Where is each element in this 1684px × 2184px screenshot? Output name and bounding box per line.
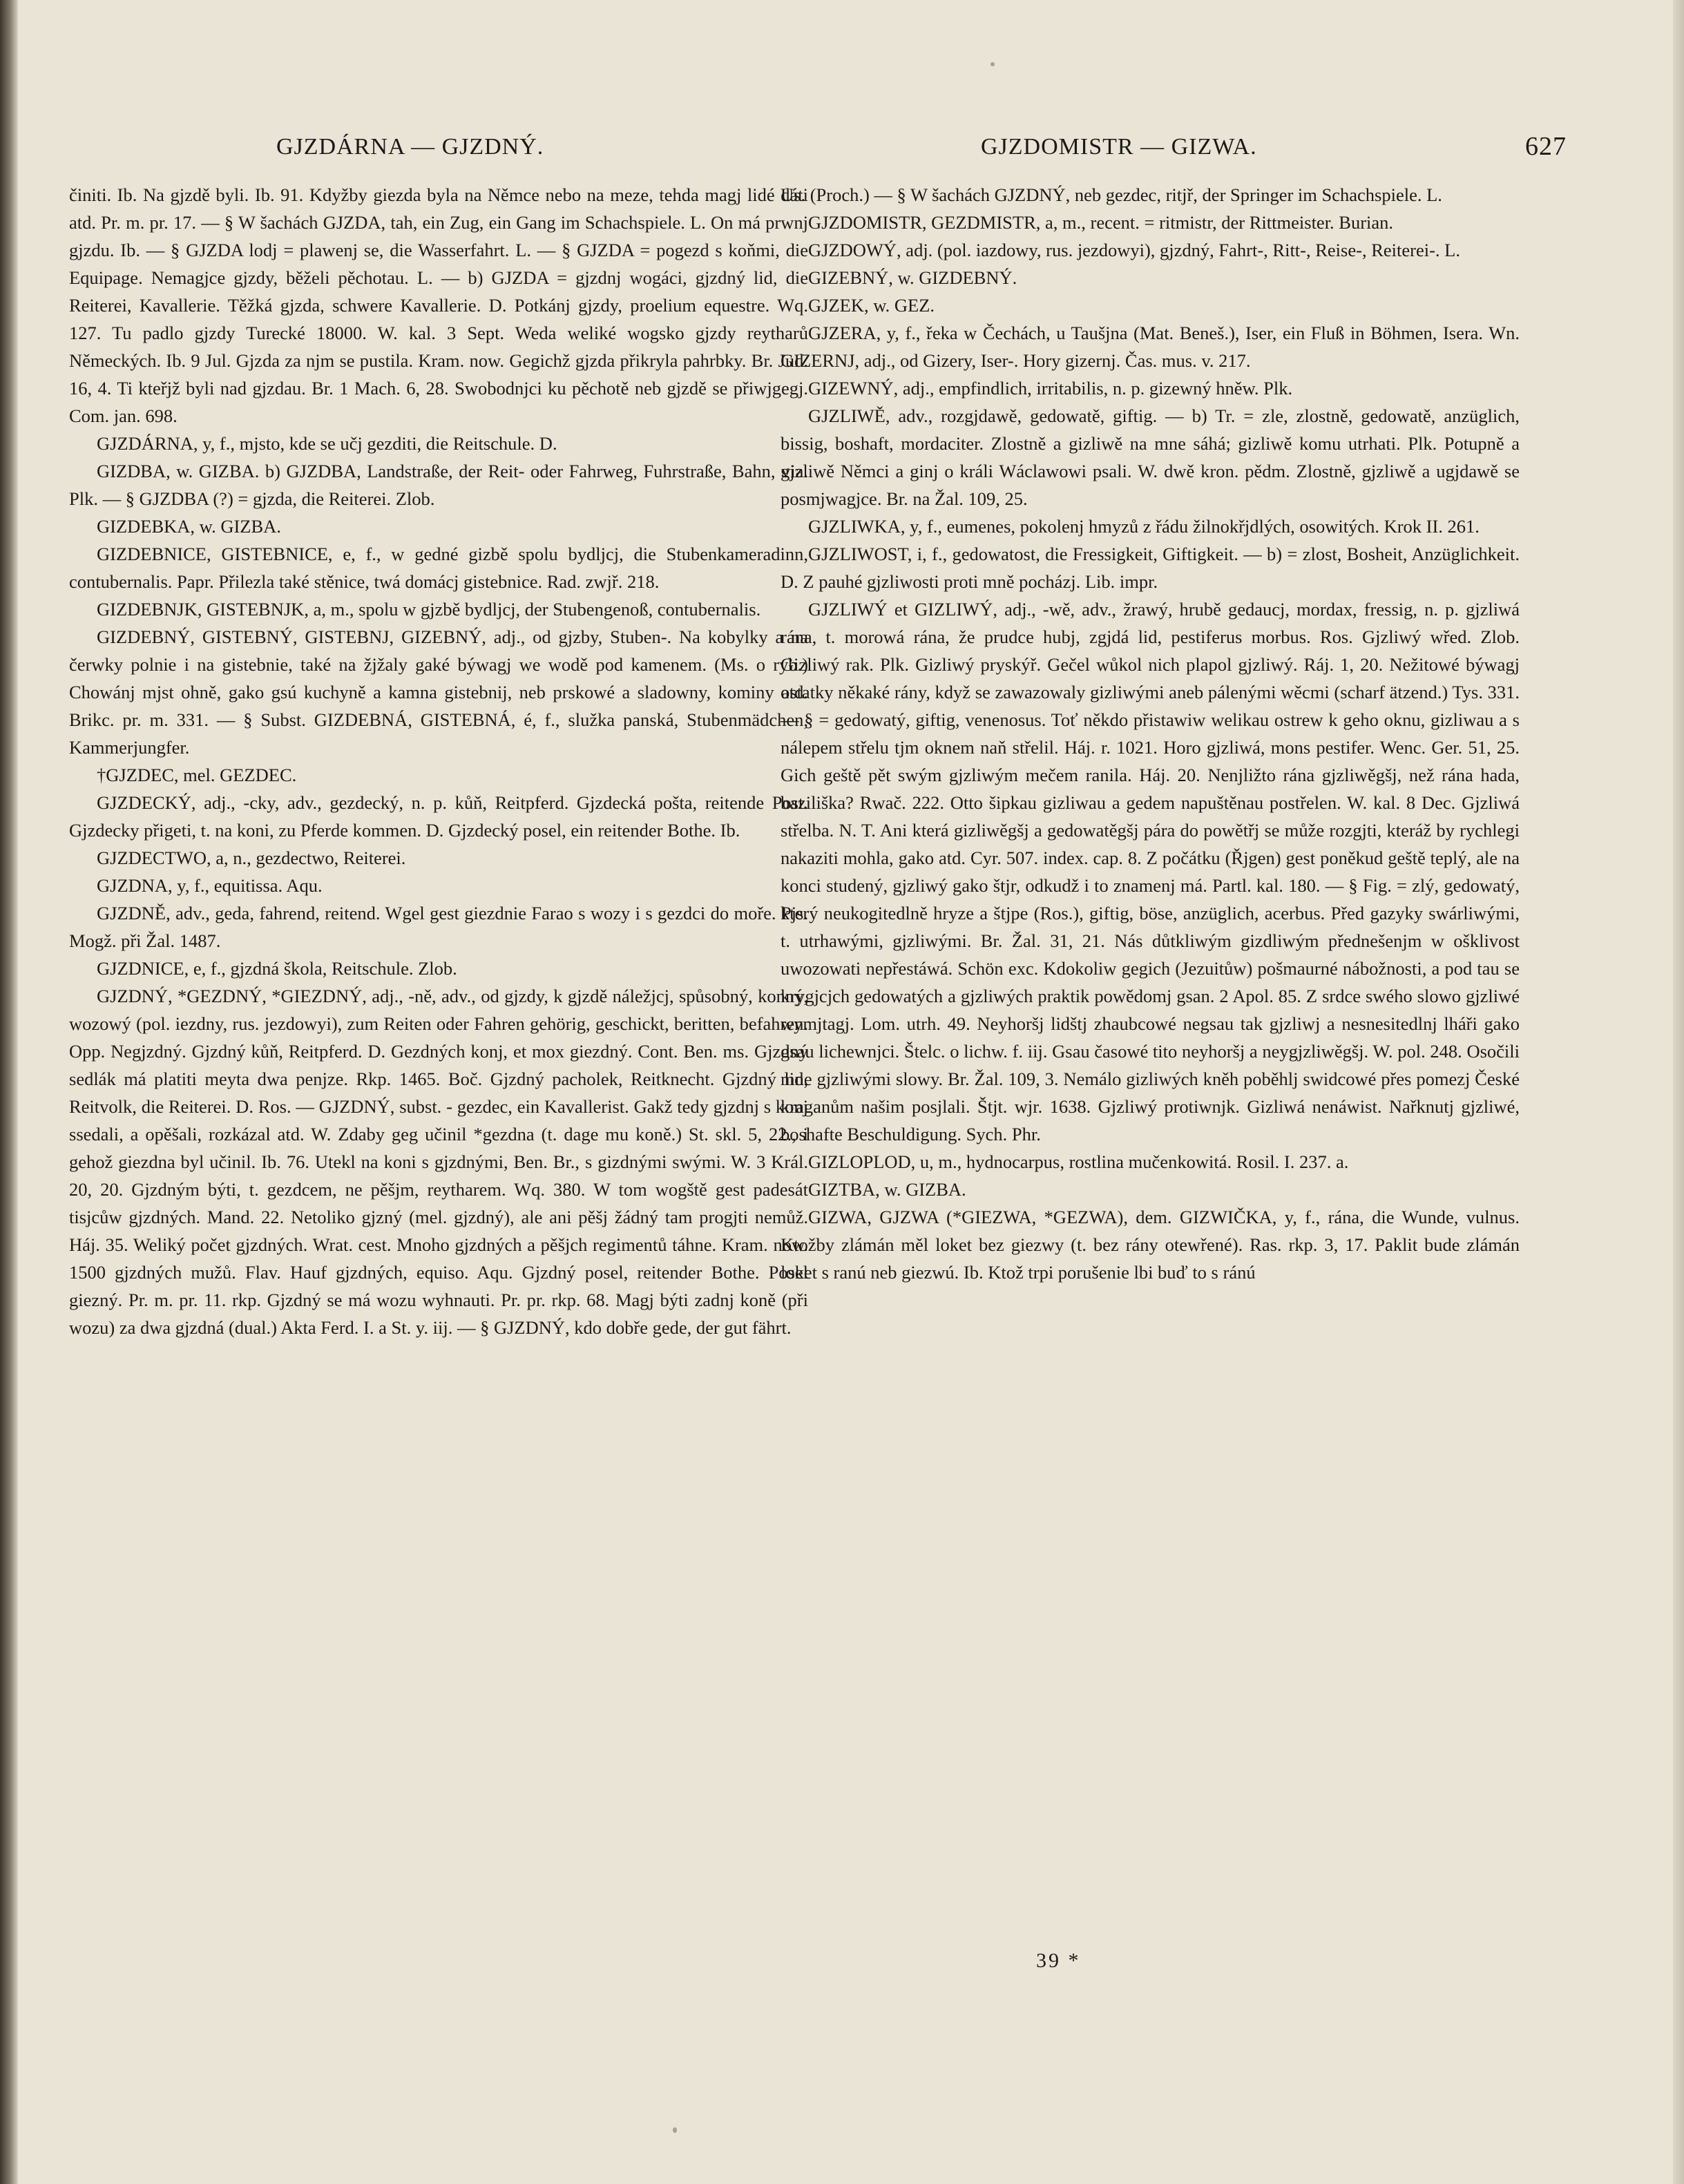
entry-gjzliwost: GJZLIWOST, i, f., gedowatost, die Fressigkeit, Giftigkeit. — b) = zlost, Bosheit, Anzüglichkeit. D. Z pauhé gjzliwosti proti mně pocházj. Lib. impr. — [781, 544, 1520, 592]
entry-gjzdnice: GJZDNICE, e, f., gjzdná škola, Reitschule. Zlob. — [97, 958, 457, 979]
entry-gizloplod: GIZLOPLOD, u, m., hydnocarpus, rostlina mučenkowitá. Rosil. I. 237. a. — [808, 1151, 1349, 1172]
entry-gizdba: GIZDBA, w. GIZBA. b) GJZDBA, Landstraße, der Reit- oder Fahrweg, Fuhrstraße, Bahn, via. Plk. — § GJZDBA (?) = gjzda, die Reiterei. Zlob. — [69, 461, 808, 509]
page-number: 627 — [1525, 132, 1567, 161]
entry-gjzdec: †GJZDEC, mel. GEZDEC. — [97, 765, 297, 785]
entry-gjzdarna: GJZDÁRNA, y, f., mjsto, kde se učj gezditi, die Reitschule. D. — [97, 433, 557, 454]
right-column — [781, 181, 1520, 1286]
entry-gizwa: GIZWA, GJZWA (*GIEZWA, *GEZWA), dem. GIZWIČKA, y, f., rána, die Wunde, vulnus. Ktožby zlámán měl loket bez giezwy (t. bez rány otewřené). Ras. rkp. 3, 17. Paklit bude zlámán loket s ranú neb giezwú. Ib. Ktož trpi porušenie lbi buď to s ránú — [781, 1207, 1520, 1283]
entry-gjzdowy: GJZDOWÝ, adj. (pol. iazdowy, rus. jezdowyi), gjzdný, Fahrt-, Ritt-, Reise-, Reiterei-. L. — [808, 240, 1460, 260]
entry-gjzek: GJZEK, w. GEZ. — [808, 295, 935, 316]
entry-continuation: činiti. Ib. Na gjzdě byli. Ib. 91. Kdyžby giezda byla na Němce nebo na meze, tehda magj lidé dáti atd. Pr. m. pr. 17. — § W šachách GJZDA, tah, ein Zug, ein Gang im Schachspiele. L. On má prwnj gjzdu. Ib. — § GJZDA lodj = plawenj se, die Wasserfahrt. L. — § GJZDA = pogezd s koňmi, die Equipage. Nemagjce gjzdy, běželi pěchotau. L. — b) GJZDA = gjzdnj wogáci, gjzdný lid, die Reiterei, Kavallerie. Těžká gjzda, schwere Kavallerie. D. Potkánj gjzdy, proelium equestre. Wq. 127. Tu padlo gjzdy Turecké 18000. W. kal. 3 Sept. Weda weliké wogsko gjzdy reytharů Německých. Ib. 9 Jul. Gjzda za njm se pustila. Kram. now. Gegichž gjzda přikryla pahrbky. Br. Jud. 16, 4. Ti kteřjž byli nad gjzdau. Br. 1 Mach. 6, 28. Swobodnjci ku pěchotě neb gjzdě se přiwjgegj. Com. jan. 698. — [69, 184, 808, 426]
entry-gjzliwe: GJZLIWĚ, adv., rozgjdawě, gedowatě, giftig. — b) Tr. = zle, zlostně, gedowatě, anzüglich, bissig, boshaft, mordaciter. Zlostně a gizliwě na mne sáhá; gizliwě komu utrhati. Plk. Potupně a gjzliwě Němci a ginj o králi Wáclawowi psali. W. dwě kron. pědm. Zlostně, gjzliwě a ugjdawě se posmjwagjce. Br. na Žal. 109, 25. — [781, 405, 1520, 509]
entry-gizdebnjk: GIZDEBNJK, GISTEBNJK, a, m., spolu w gjzbě bydljcj, der Stubengenoß, contubernalis. — [97, 599, 761, 620]
entry-gjzdectwo: GJZDECTWO, a, n., gezdectwo, Reiterei. — [97, 847, 406, 868]
book-spine — [0, 0, 18, 2184]
entry-gizdebnice: GIZDEBNICE, GISTEBNICE, e, f., w gedné gizbě spolu bydljcj, die Stubenkameradinn, contubernalis. Papr. Přilezla také stěnice, twá domácj gistebnice. Rad. zwjř. 218. — [69, 544, 808, 592]
entry-gjzliwy: GJZLIWÝ et GIZLIWÝ, adj., -wě, adv., žrawý, hrubě gedaucj, mordax, fressig, n. p. gjzliwá rána, t. morowá rána, že prudce hubj, zgjdá lid, pestiferus morbus. Ros. Gjzliwý wřed. Zlob. Gizliwý rak. Plk. Gizliwý pryskýř. Gečel wůkol nich plapol gjzliwý. Ráj. 1, 20. Nežitowé býwagj ostatky někaké rány, když se zawazowaly gizliwými aneb pálenými wěcmi (scharf ätzend.) Tys. 331. — § = gedowatý, giftig, venenosus. Toť někdo přistawiw welikau ostrew k geho oknu, gizliwau a s nálepem střelu tjm oknem naň střelil. Háj. r. 1021. Horo gjzliwá, mons pestifer. Wenc. Ger. 51, 25. Gich geště pět swým gjzliwým mečem ranila. Háj. 20. Nenjližto rána gjzliwěgšj, než rána hada, baziliška? Rwač. 222. Otto šipkau gizliwau a gedem napuštěnau postřelen. W. kal. 8 Dec. Gjzliwá střelba. N. T. Ani která gizliwěgšj a gedowatěgšj pára do powětřj se může rozgjti, kteráž by rychlegi nakaziti mohla, gako atd. Cyr. 507. index. cap. 8. Z počátku (Řjgen) gest poněkud geště teplý, ale na konci studený, gjzliwý gako štjr, odkudž i to znamenj má. Partl. kal. 180. — § Fig. = zlý, gedowatý, který neukogitedlně hryze a štjpe (Ros.), giftig, böse, anzüglich, acerbus. Před gazyky swárliwými, t. utrhawými, gjzliwými. Br. Žal. 31, 21. Nás důtkliwým gizdliwým přednešenjm w ošklivost uwozowati nepřestáwá. Schön exc. Kdokoliw gegich (Jezuitůw) pošmaurné nábožnosti, a pod tau se krygjcjch gedowatých a gjzliwých praktik powědomj gsan. 2 Apol. 85. Z srdce swého slowo gjzliwé wymjtagj. Lom. utrh. 49. Neyhoršj lidštj zhaubcowé negsau tak gjzliwj a nesnesitedlnj lháři gako gsau lichewnjci. Štelc. o lichw. f. iij. Gsau časowé tito neyhoršj a neygjzliwěgšj. W. pol. 248. Osočili mne gjzliwými slowy. Br. Žal. 109, 3. Nemálo gizliwých kněh poběhlj swidcowé přes pomezj České kraganům našim posjlali. Štjt. wjr. 1638. Gjzliwý protiwnjk. Gizliwá nenáwist. Nařknutj gjzliwé, boshafte Beschuldigung. Sych. Phr. — [781, 599, 1520, 1144]
entry-gizdebny: GIZDEBNÝ, GISTEBNÝ, GISTEBNJ, GIZEBNÝ, adj., od gjzby, Stuben-. Na kobylky a na čerwky polnie i na gistebnie, také na žjžaly gaké býwagj we wodě pod kamenem. (Ms. o ryb.) Chowánj mjst ohně, gako gsú kuchyně a kamna gistebnij, neb prskowé a sladowny, kominy atd. Brikc. pr. m. 331. — § Subst. GIZDEBNÁ, GISTEBNÁ, é, f., služka panská, Stubenmädchen, Kammerjungfer. — [69, 626, 808, 758]
entry-gizewny: GIZEWNÝ, adj., empfindlich, irritabilis, n. p. gizewný hněw. Plk. — [808, 378, 1293, 399]
left-column — [69, 181, 808, 1341]
foxing-spot — [673, 2127, 677, 2133]
entry-continuation: Us. (Proch.) — § W šachách GJZDNÝ, neb gezdec, ritjř, der Springer im Schachspiele. L. — [781, 184, 1442, 205]
entry-giztba: GIZTBA, w. GIZBA. — [808, 1179, 966, 1200]
entry-gjzdecky: GJZDECKÝ, adj., -cky, adv., gezdecký, n. p. kůň, Reitpferd. Gjzdecká pošta, reitende Post. Gjzdecky přigeti, t. na koni, zu Pferde kommen. D. Gjzdecký posel, ein reitender Bothe. Ib. — [69, 792, 808, 841]
running-header — [69, 124, 1629, 173]
signature-mark: 39 * — [1036, 1949, 1081, 1972]
left-running-title: GJZDÁRNA — GJZDNÝ. — [276, 134, 544, 160]
entry-gjzliwka: GJZLIWKA, y, f., eumenes, pokolenj hmyzů z řádu žilnokřjdlých, osowitých. Krok II. 261. — [808, 516, 1480, 537]
foxing-spot — [991, 62, 995, 66]
entry-gjzdna: GJZDNA, y, f., equitissa. Aqu. — [97, 875, 323, 896]
entry-gizebny: GIZEBNÝ, w. GIZDEBNÝ. — [808, 267, 1017, 288]
entry-gjzdne: GJZDNĚ, adv., geda, fahrend, reitend. Wgel gest giezdnie Farao s wozy i s gezdci do moře. Pjs. Mogž. při Žal. 1487. — [69, 903, 808, 951]
entry-gjzdomistr: GJZDOMISTR, GEZDMISTR, a, m., recent. = ritmistr, der Rittmeister. Burian. — [808, 212, 1394, 233]
right-running-title: GJZDOMISTR — GIZWA. — [981, 134, 1257, 160]
entry-gjzdny: GJZDNÝ, *GEZDNÝ, *GIEZDNÝ, adj., -ně, adv., od gjzdy, k gjzdě náležjcj, spůsobný, konný, wozowý (pol. iezdny, rus. jezdowyi), zum Reiten oder Fahren gehörig, geschickt, beritten, befahren. Opp. Negjzdný. Gjzdný kůň, Reitpferd. D. Gezdných konj, et mox giezdný. Cont. Ben. ms. Gjzdný sedlák má platiti meyta dwa penjze. Rkp. 1465. Boč. Gjzdný pacholek, Reitknecht. Gjzdný lid, Reitvolk, die Reiterei. D. Ros. — GJZDNÝ, subst. - gezdec, ein Kavallerist. Gakž tedy gjzdnj s konj ssedali, a opěšali, rozkázal atd. W. Zdaby geg učinil *gezdna (t. dage mu koně.) St. skl. 5, 22., i gehož giezdna byl učinil. Ib. 76. Utekl na koni s gjzdnými, Ben. Br., s gizdnými swými. W. 3 Král. 20, 20. Gjzdným býti, t. gezdcem, ne pěšjm, reytharem. Wq. 380. W tom wogště gest padesát tisjcůw gjzdných. Mand. 22. Netoliko gjzný (mel. gjzdný), ale ani pěšj žádný tam progjti nemůž. Háj. 35. Weliký počet gjzdných. Wrat. cest. Mnoho gjzdných a pěšjch regimentů táhne. Kram. now. 1500 gjzdných mužů. Flav. Hauf gjzdných, equiso. Aqu. Gjzdný posel, reitender Bothe. Posel giezný. Pr. m. pr. 11. rkp. Gjzdný se má wozu wyhnauti. Pr. pr. rkp. 68. Magj býti zadnj koně (při wozu) za dwa gjzdná (dual.) Akta Ferd. I. a St. y. iij. — § GJZDNÝ, kdo dobře gede, der gut fährt. — [69, 986, 808, 1338]
page-edge — [1673, 0, 1684, 2184]
entry-gizdebka: GIZDEBKA, w. GIZBA. — [97, 516, 281, 537]
entry-gjzera: GJZERA, y, f., řeka w Čechách, u Taušjna (Mat. Beneš.), Iser, ein Fluß in Böhmen, Isera. Wn. GIZERNJ, adj., od Gizery, Iser-. Hory gizernj. Čas. mus. v. 217. — [781, 323, 1520, 371]
